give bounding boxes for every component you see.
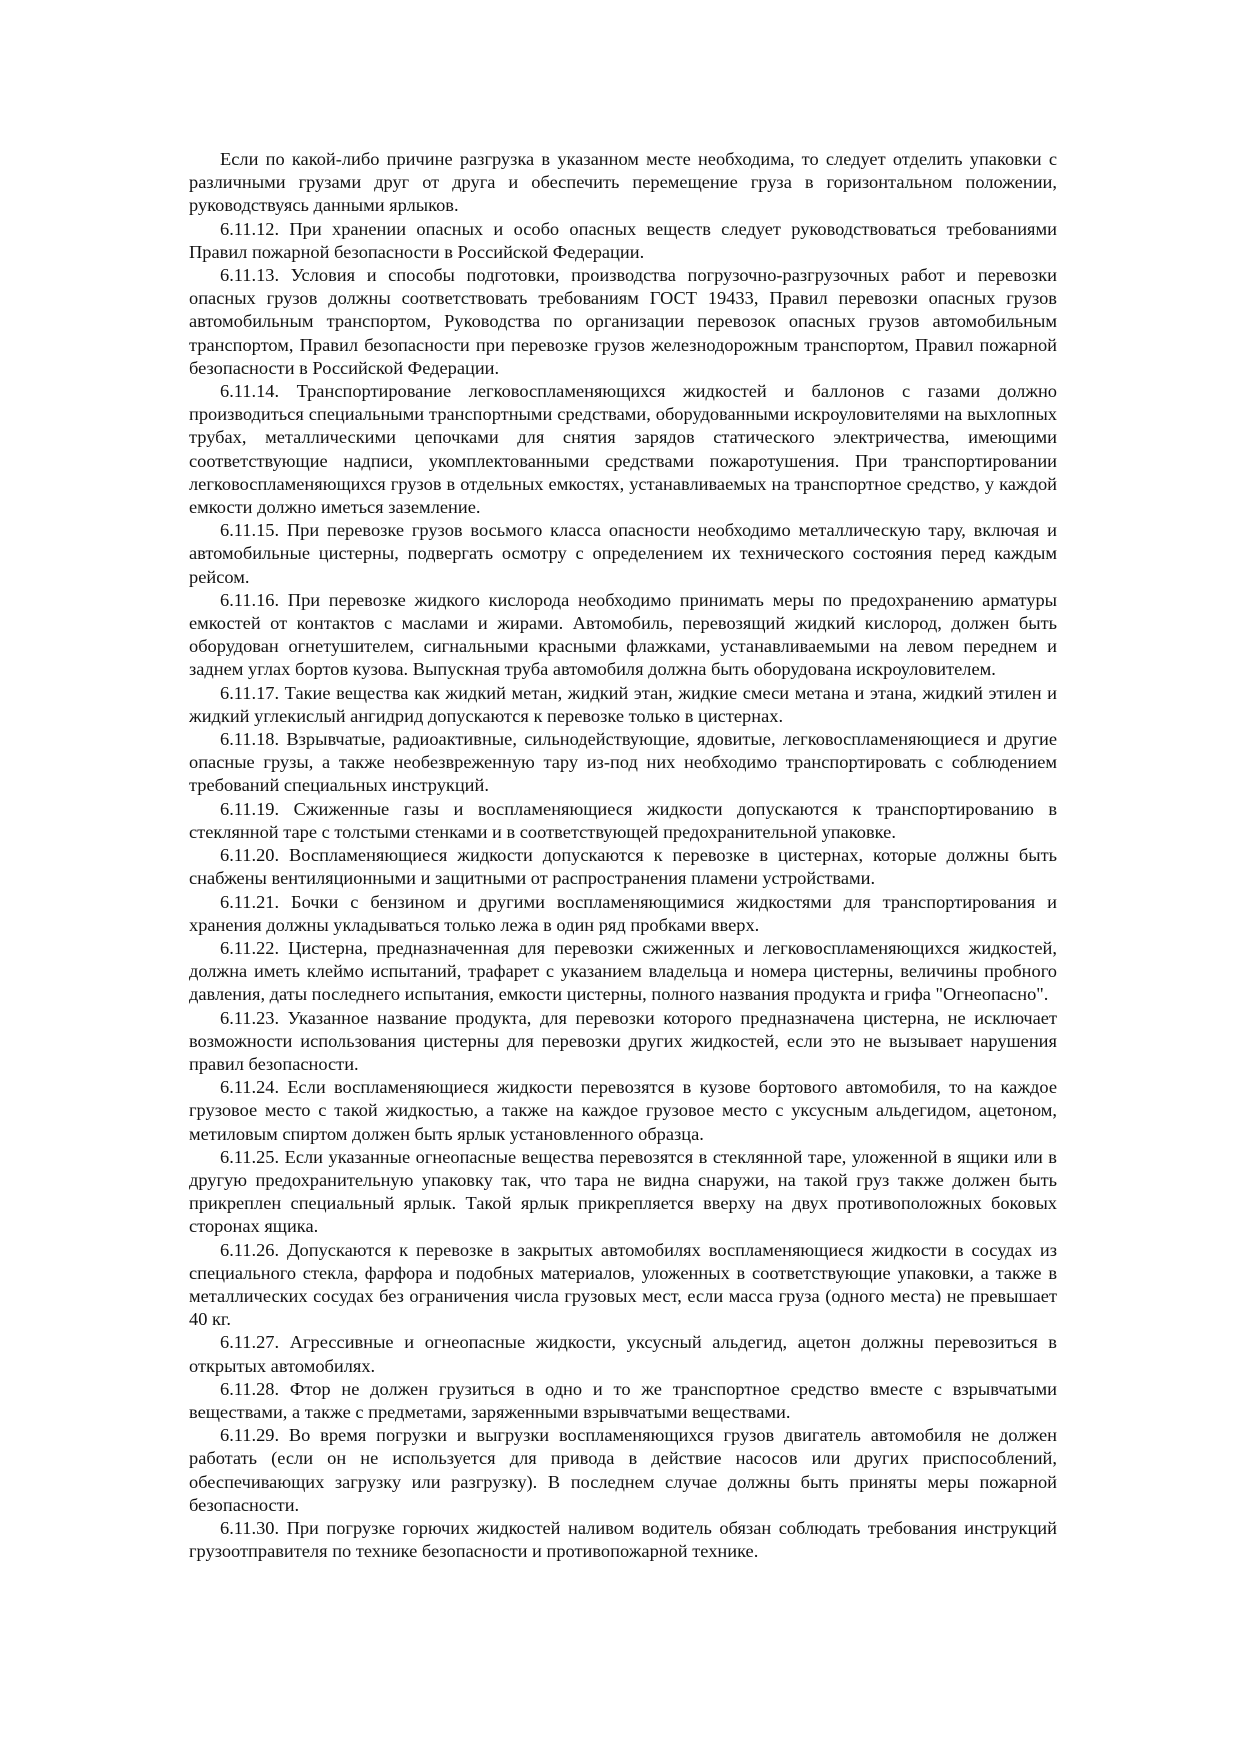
paragraph-6-11-27: 6.11.27. Агрессивные и огнеопасные жидкости, уксусный альдегид, ацетон должны перевозиться в открытых автомобилях. <box>189 1332 1057 1376</box>
paragraph-6-11-20: 6.11.20. Воспламеняющиеся жидкости допускаются к перевозке в цистернах, которые должны быть снабжены вентиляционными и защитными от распространения пламени устройствами. <box>189 845 1057 889</box>
paragraph-6-11-26: 6.11.26. Допускаются к перевозке в закрытых автомобилях воспламеняющиеся жидкости в сосудах из специального стекла, фарфора и подобных материалов, уложенных в соответствующие упаковки, а также в металлических сосудах без ограничения числа грузовых мест, если масса груза (одного места) не превышает 40 кг. <box>189 1239 1057 1330</box>
paragraph-6-11-17: 6.11.17. Такие вещества как жидкий метан, жидкий этан, жидкие смеси метана и этана, жидкий этилен и жидкий углекислый ангидрид допускаются к перевозке только в цистернах. <box>189 682 1057 726</box>
paragraph-intro: Если по какой-либо причине разгрузка в указанном месте необходима, то следует отделить упаковки с различными грузами друг от друга и обеспечить перемещение груза в горизонтальном положении, руководствуясь данными ярлыков. <box>189 149 1057 216</box>
paragraph-6-11-25: 6.11.25. Если указанные огнеопасные вещества перевозятся в стеклянной таре, уложенной в ящики или в другую предохранительную упаковку так, что тара не видна снаружи, на такой груз также должен быть прикреплен специальный ярлык. Такой ярлык прикрепляется вверху на двух противоположных боковых сторонах ящика. <box>189 1146 1057 1237</box>
paragraph-6-11-13: 6.11.13. Условия и способы подготовки, производства погрузочно-разгрузочных работ и перевозки опасных грузов должны соответствовать требованиям ГОСТ 19433, Правил перевозки опасных грузов автомобильным транспортом, Руководства по организации перевозок опасных грузов автомобильным транспортом, Правил безопасности при перевозке грузов железнодорожным транспортом, Правил пожарной безопасности в Российской Федерации. <box>189 265 1057 378</box>
paragraph-6-11-29: 6.11.29. Во время погрузки и выгрузки воспламеняющихся грузов двигатель автомобиля не должен работать (если он не используется для привода в действие насосов или других приспособлений, обеспечивающих загрузку или разгрузку). В последнем случае должны быть приняты меры пожарной безопасности. <box>189 1425 1057 1515</box>
paragraph-6-11-30: 6.11.30. При погрузке горючих жидкостей наливом водитель обязан соблюдать требования инструкций грузоотправителя по технике безопасности и противопожарной технике. <box>189 1517 1057 1562</box>
paragraph-6-11-18: 6.11.18. Взрывчатые, радиоактивные, сильнодействующие, ядовитые, легковоспламеняющиеся и другие опасные грузы, а также необезвреженную тару из-под них необходимо транспортировать с соблюдением требований специальных инструкций. <box>189 729 1057 796</box>
paragraph-6-11-12: 6.11.12. При хранении опасных и особо опасных веществ следует руководствоваться требованиями Правил пожарной безопасности в Российской Федерации. <box>189 218 1057 262</box>
paragraph-6-11-23: 6.11.23. Указанное название продукта, для перевозки которого предназначена цистерна, не исключает возможности использования цистерны для перевозки других жидкостей, если это не вызывает нарушения правил безопасности. <box>189 1007 1057 1074</box>
paragraph-6-11-19: 6.11.19. Сжиженные газы и воспламеняющиеся жидкости допускаются к транспортированию в стеклянной таре с толстыми стенками и в соответствующей предохранительной упаковке. <box>189 798 1057 842</box>
paragraph-6-11-28: 6.11.28. Фтор не должен грузиться в одно и то же транспортное средство вместе с взрывчатыми веществами, а также с предметами, заряженными взрывчатыми веществами. <box>189 1378 1057 1422</box>
paragraph-6-11-15: 6.11.15. При перевозке грузов восьмого класса опасности необходимо металлическую тару, включая и автомобильные цистерны, подвергать осмотру с определением их технического состояния перед каждым рейсом. <box>189 520 1057 587</box>
paragraph-6-11-22: 6.11.22. Цистерна, предназначенная для перевозки сжиженных и легковоспламеняющихся жидкостей, должна иметь клеймо испытаний, трафарет с указанием владельца и номера цистерны, величины пробного давления, даты последнего испытания, емкости цистерны, полного названия продукта и грифа "Огнеопасно". <box>189 937 1057 1005</box>
paragraph-6-11-14: 6.11.14. Транспортирование легковоспламеняющихся жидкостей и баллонов с газами должно производиться специальными транспортными средствами, оборудованными искроуловителями на выхлопных трубах, металлическими цепочками для снятия зарядов статического электричества, имеющими соответствующие надписи, укомплектованными средствами пожаротушения. При транспортировании легковоспламеняющихся грузов в отдельных емкостях, устанавливаемых на транспортное средство, у каждой емкости должно иметься заземление. <box>189 381 1057 518</box>
document-page <box>189 148 1057 1563</box>
paragraph-6-11-24: 6.11.24. Если воспламеняющиеся жидкости перевозятся в кузове бортового автомобиля, то на каждое грузовое место с такой жидкостью, а также на каждое грузовое место с уксусным альдегидом, ацетоном, метиловым спиртом должен быть ярлык установленного образца. <box>189 1077 1057 1144</box>
paragraph-6-11-21: 6.11.21. Бочки с бензином и другими воспламеняющимися жидкостями для транспортирования и хранения должны укладываться только лежа в один ряд пробками вверх. <box>189 891 1057 935</box>
paragraph-6-11-16: 6.11.16. При перевозке жидкого кислорода необходимо принимать меры по предохранению арматуры емкостей от контактов с маслами и жирами. Автомобиль, перевозящий жидкий кислород, должен быть оборудован огнетушителем, сигнальными красными флажками, устанавливаемыми на левом переднем и заднем углах бортов кузова. Выпускная труба автомобиля должна быть оборудована искроуловителем. <box>189 589 1057 680</box>
